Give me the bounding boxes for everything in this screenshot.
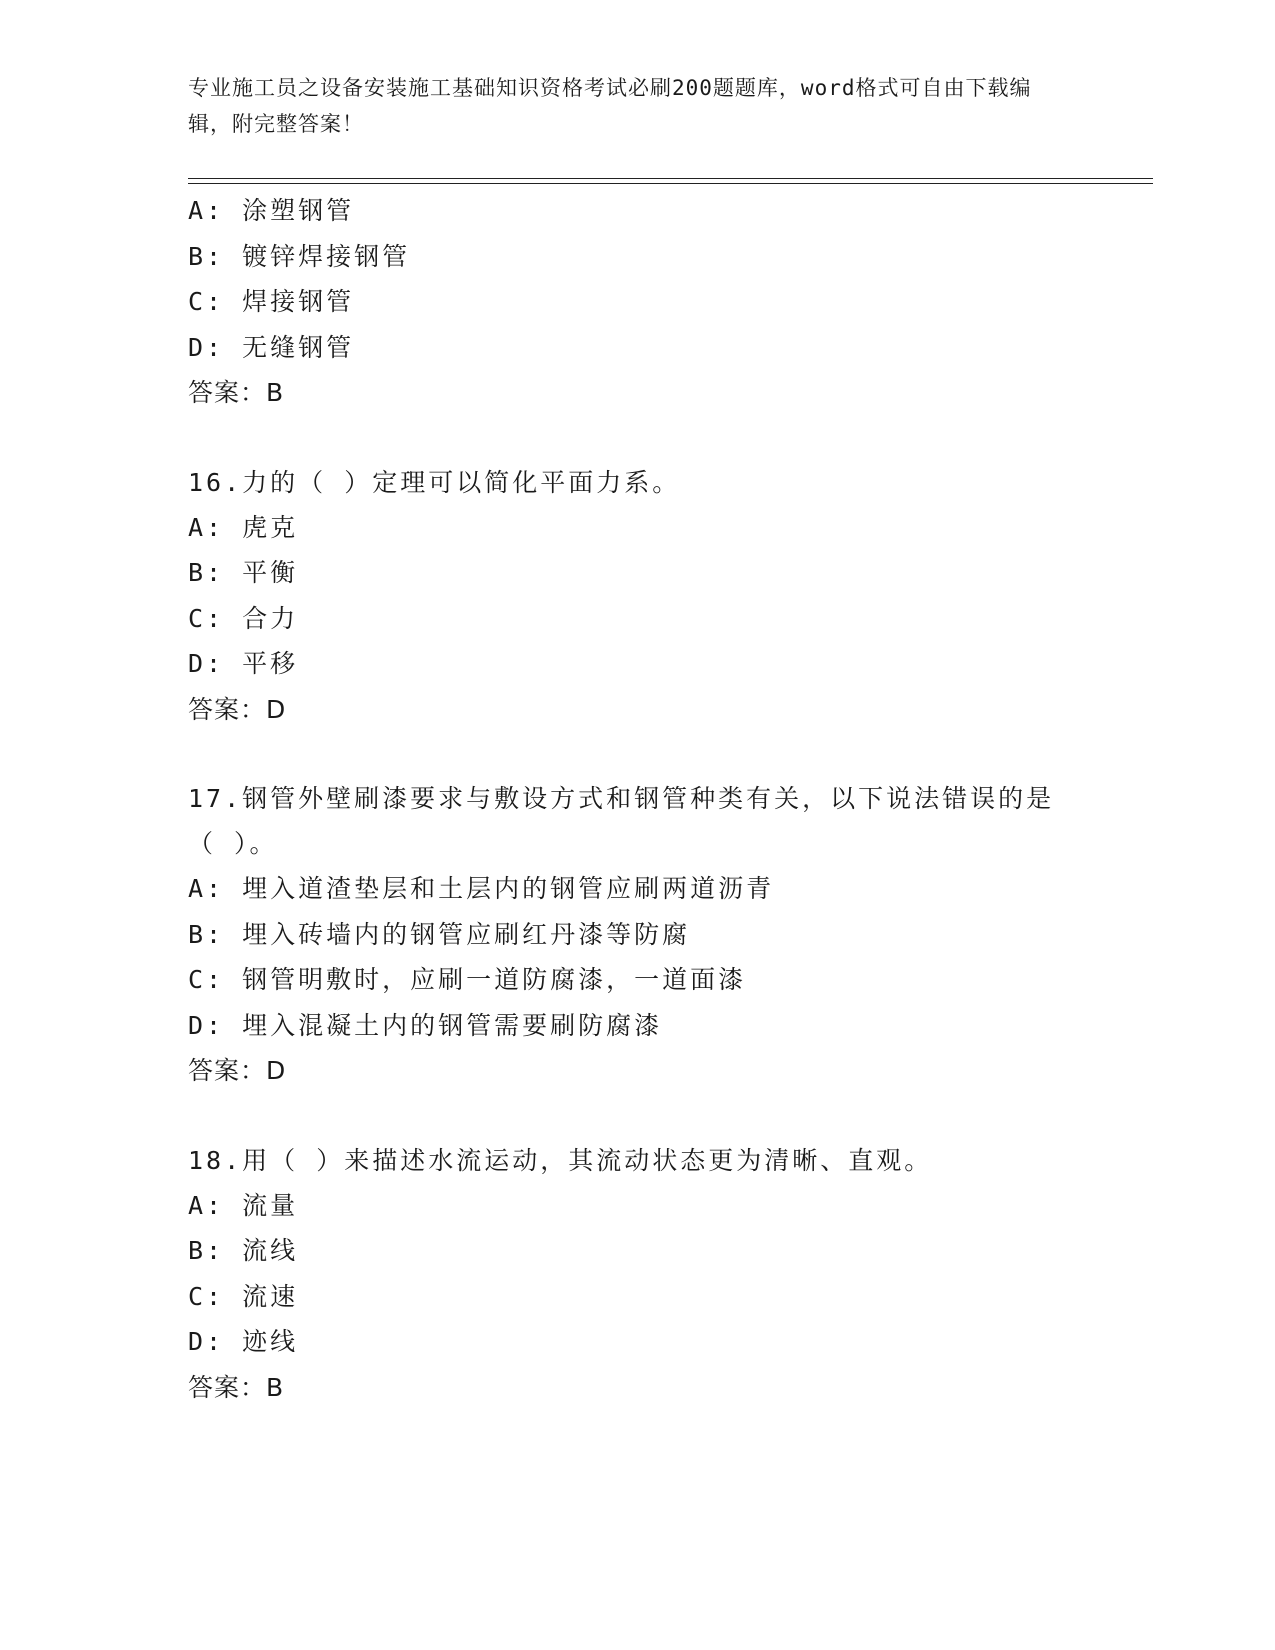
header-title: 专业施工员之设备安装施工基础知识资格考试必刷200题题库，word格式可自由下载编辑，附完整答案！ <box>188 76 1032 136</box>
answer-line: 答案：D <box>188 1056 287 1085</box>
option-a: A: 涂塑钢管 <box>188 196 355 225</box>
answer-line: 答案：B <box>188 1372 285 1402</box>
answer-line: 答案：D <box>188 694 287 724</box>
option-c: C: 流速 <box>188 1281 299 1311</box>
option-a: A: 流量 <box>188 1190 299 1220</box>
answer-line: 答案：B <box>188 378 285 407</box>
spacer <box>188 1094 1128 1138</box>
option-a: A: 虎克 <box>188 512 299 542</box>
question-text: 18.用（ ）来描述水流运动，其流动状态更为清晰、直观。 <box>188 1145 933 1175</box>
option-b: B: 埋入砖墙内的钢管应刷红丹漆等防腐 <box>188 919 691 949</box>
option-d: D: 无缝钢管 <box>188 332 355 362</box>
document-header <box>188 70 1068 142</box>
option-c: C: 焊接钢管 <box>188 287 355 316</box>
option-b: B: 镀锌焊接钢管 <box>188 241 411 271</box>
option-d: D: 平移 <box>188 649 299 678</box>
question-text: 16.力的（ ）定理可以简化平面力系。 <box>188 467 681 497</box>
option-a: A: 埋入道渣垫层和土层内的钢管应刷两道沥青 <box>188 874 775 903</box>
option-d: D: 埋入混凝土内的钢管需要刷防腐漆 <box>188 1010 663 1040</box>
option-c: C: 钢管明敷时，应刷一道防腐漆，一道面漆 <box>188 965 747 994</box>
question-text: 17.钢管外壁刷漆要求与敷设方式和钢管种类有关，以下说法错误的是（ ）。 <box>188 784 1055 858</box>
question-18 <box>188 1138 1128 1411</box>
option-b: B: 流线 <box>188 1236 299 1265</box>
spacer <box>188 416 1128 460</box>
question-17 <box>188 776 1128 1094</box>
question-list <box>188 188 1128 1410</box>
question-15-continued <box>188 188 1128 416</box>
spacer <box>188 732 1128 776</box>
option-b: B: 平衡 <box>188 558 299 587</box>
question-16 <box>188 460 1128 733</box>
header-divider-top <box>188 178 1153 179</box>
header-divider-bottom <box>188 183 1153 184</box>
option-d: D: 迹线 <box>188 1327 299 1356</box>
option-c: C: 合力 <box>188 603 299 633</box>
